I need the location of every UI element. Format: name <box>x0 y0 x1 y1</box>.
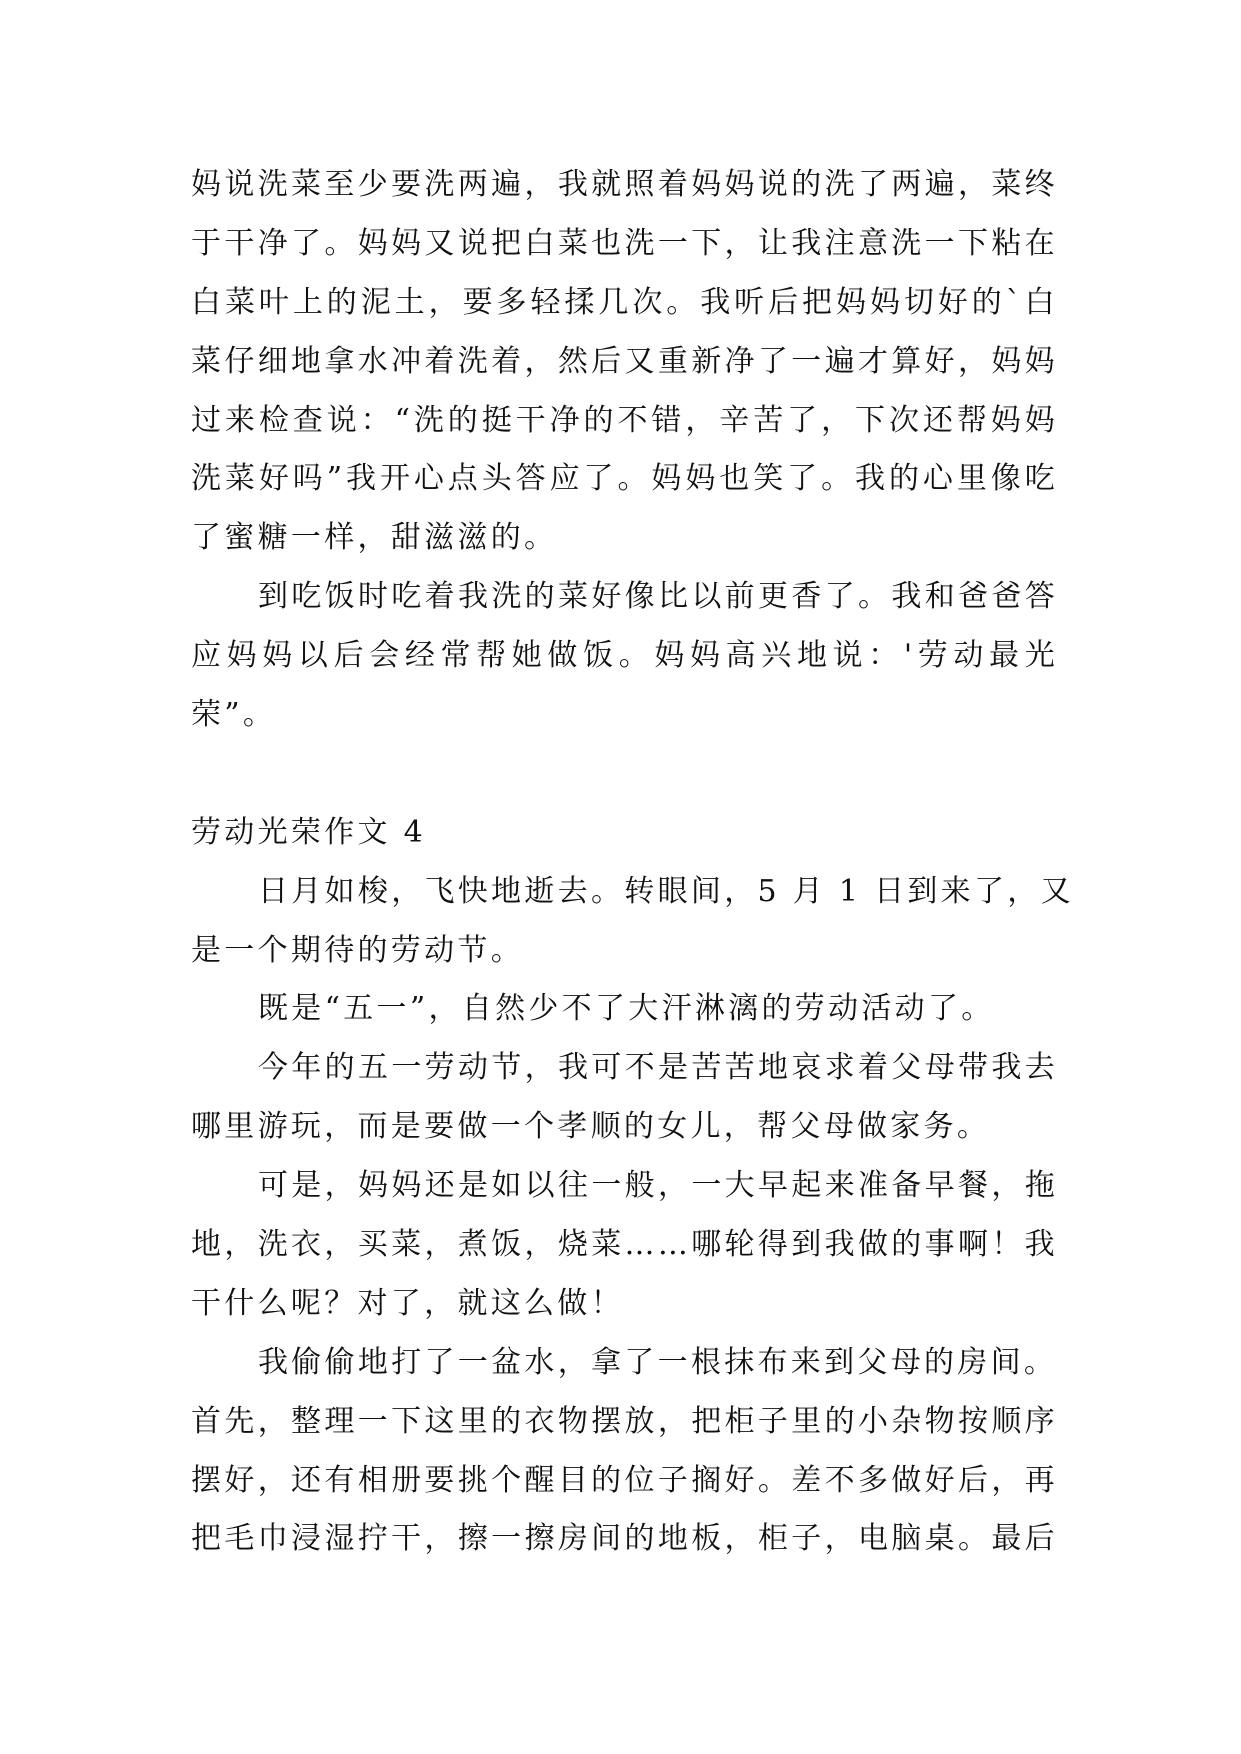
paragraph-line: 过来检查说：“洗的挺干净的不错，辛苦了，下次还帮妈妈 <box>191 402 1058 438</box>
paragraph <box>191 980 1058 1039</box>
paragraph-line: 于干净了。妈妈又说把白菜也洗一下，让我注意洗一下粘在 <box>191 225 1058 261</box>
paragraph-line: 是一个期待的劳动节。 <box>191 932 524 968</box>
paragraph-line: 日月如梭，飞快地逝去。转眼间，5 月 1 日到来了，又 <box>258 873 1074 909</box>
paragraph-line: 今年的五一劳动节，我可不是苦苦地哀求着父母带我去 <box>258 1050 1058 1086</box>
paragraph-line: 了蜜糖一样，甜滋滋的。 <box>191 520 558 556</box>
paragraph-line: 白菜叶上的泥土，要多轻揉几次。我听后把妈妈切好的`白 <box>191 284 1058 320</box>
paragraph-line: 应妈妈以后会经常帮她做饭。妈妈高兴地说：'劳动最光 <box>191 638 1058 674</box>
paragraph-line: 把毛巾浸湿拧干，擦一擦房间的地板，柜子，电脑桌。最后 <box>191 1521 1058 1557</box>
paragraph-line: 首先，整理一下这里的衣物摆放，把柜子里的小杂物按顺序 <box>191 1403 1058 1439</box>
paragraph-line: 到吃饭时吃着我洗的菜好像比以前更香了。我和爸爸答 <box>258 579 1058 615</box>
paragraph-line: 哪里游玩，而是要做一个孝顺的女儿，帮父母做家务。 <box>191 1109 991 1145</box>
blank-line <box>191 745 1058 804</box>
paragraph-line: 菜仔细地拿水冲着洗着，然后又重新净了一遍才算好，妈妈 <box>191 343 1058 379</box>
paragraph-line: 荣”。 <box>191 697 277 733</box>
paragraph-line: 干什么呢？对了，就这么做！ <box>191 1285 624 1321</box>
paragraph-line: 既是“五一”，自然少不了大汗淋漓的劳动活动了。 <box>258 991 995 1027</box>
paragraph <box>191 1039 1058 1157</box>
paragraph <box>191 1157 1058 1334</box>
paragraph <box>191 863 1074 981</box>
paragraph <box>191 1334 1058 1570</box>
paragraph <box>191 568 1058 745</box>
section-heading: 劳动光荣作文 4 <box>191 814 427 850</box>
paragraph-line: 摆好，还有相册要挑个醒目的位子搁好。差不多做好后，再 <box>191 1462 1058 1498</box>
paragraph <box>191 156 1058 568</box>
paragraph-line: 妈说洗菜至少要洗两遍，我就照着妈妈说的洗了两遍，菜终 <box>191 167 1058 202</box>
document-body <box>191 156 1074 1569</box>
paragraph-line: 洗菜好吗”我开心点头答应了。妈妈也笑了。我的心里像吃 <box>191 461 1058 497</box>
paragraph-line: 可是，妈妈还是如以往一般，一大早起来准备早餐，拖 <box>258 1168 1058 1204</box>
paragraph-line: 地，洗衣，买菜，煮饭，烧菜……哪轮得到我做的事啊！我 <box>191 1227 1058 1263</box>
paragraph-line: 我偷偷地打了一盆水，拿了一根抹布来到父母的房间。 <box>258 1344 1058 1380</box>
